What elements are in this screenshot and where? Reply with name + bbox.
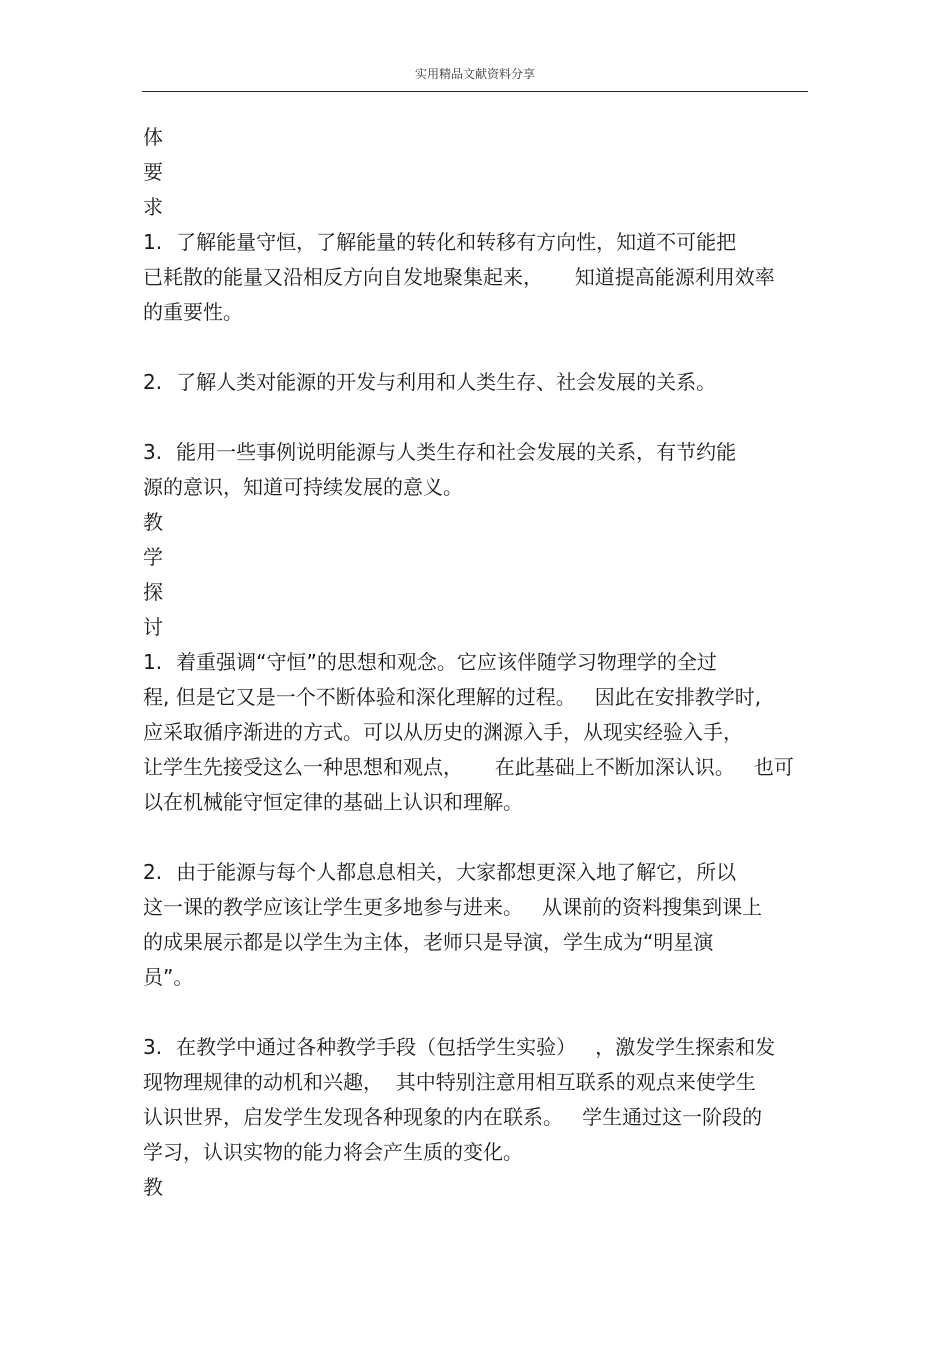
paragraph-line: 让学生先接受这么一种思想和观点， 在此基础上不断加深认识。 也可 bbox=[143, 755, 794, 779]
paragraph-line: 在教学中通过各种教学手段（包括学生实验） ，激发学生探索和发 bbox=[176, 1035, 776, 1059]
paragraph-line: 现物理规律的动机和兴趣， 其中特别注意用相互联系的观点来使学生 bbox=[143, 1070, 756, 1094]
paragraph-line: 应采取循序渐进的方式。可以从历史的渊源入手，从现实经验入手， bbox=[143, 720, 743, 744]
discussion-item-1 bbox=[143, 645, 808, 820]
requirement-item-3 bbox=[143, 435, 808, 505]
paragraph-line: 以在机械能守恒定律的基础上认识和理解。 bbox=[143, 790, 523, 814]
paragraph-line: 程, 但是它又是一个不断体验和深化理解的过程。 因此在安排教学时, bbox=[143, 685, 762, 709]
item-number: 2. bbox=[143, 370, 163, 394]
paragraph-gap bbox=[143, 820, 808, 855]
heading-char: 要 bbox=[143, 160, 163, 184]
discussion-item-2 bbox=[143, 855, 808, 995]
paragraph-line: 的重要性。 bbox=[143, 300, 243, 324]
paragraph-line: 认识世界，启发学生发现各种现象的内在联系。 学生通过这一阶段的 bbox=[143, 1105, 763, 1129]
heading-char: 学 bbox=[143, 545, 163, 569]
item-number: 1. bbox=[143, 650, 163, 674]
discussion-heading bbox=[143, 505, 808, 645]
paragraph-line: 员”。 bbox=[143, 965, 194, 989]
paragraph-line: 学习，认识实物的能力将会产生质的变化。 bbox=[143, 1140, 523, 1164]
heading-char: 求 bbox=[143, 195, 163, 219]
item-number: 2. bbox=[143, 860, 163, 884]
paragraph-line: 源的意识，知道可持续发展的意义。 bbox=[143, 475, 463, 499]
paragraph-line: 由于能源与每个人都息息相关，大家都想更深入地了解它，所以 bbox=[176, 860, 737, 884]
heading-char: 探 bbox=[143, 580, 163, 604]
header-divider bbox=[142, 91, 808, 92]
requirement-item-2 bbox=[143, 365, 808, 400]
paragraph-line: 了解人类对能源的开发与利用和人类生存、社会发展的关系。 bbox=[176, 370, 717, 394]
item-number: 1. bbox=[143, 230, 163, 254]
paragraph-gap bbox=[143, 400, 808, 435]
heading-char: 讨 bbox=[143, 615, 163, 639]
item-number: 3. bbox=[143, 1035, 163, 1059]
paragraph-line: 能用一些事例说明能源与人类生存和社会发展的关系，有节约能 bbox=[176, 440, 737, 464]
requirement-item-1 bbox=[143, 225, 808, 330]
trailing-heading bbox=[143, 1170, 808, 1205]
paragraph-gap bbox=[143, 330, 808, 365]
heading-char: 教 bbox=[143, 1175, 163, 1199]
requirements-heading bbox=[143, 120, 808, 225]
heading-char: 教 bbox=[143, 510, 163, 534]
paragraph-gap bbox=[143, 995, 808, 1030]
heading-char: 体 bbox=[143, 125, 163, 149]
document-body bbox=[143, 120, 808, 1205]
paragraph-line: 的成果展示都是以学生为主体，老师只是导演，学生成为“明星演 bbox=[143, 930, 714, 954]
paragraph-line: 已耗散的能量又沿相反方向自发地聚集起来， 知道提高能源利用效率 bbox=[143, 265, 775, 289]
paragraph-line: 了解能量守恒，了解能量的转化和转移有方向性，知道不可能把 bbox=[176, 230, 737, 254]
paragraph-line: 着重强调“守恒”的思想和观念。它应该伴随学习物理学的全过 bbox=[176, 650, 717, 674]
page-header: 实用精品文献资料分享 bbox=[414, 67, 535, 81]
discussion-item-3 bbox=[143, 1030, 808, 1170]
item-number: 3. bbox=[143, 440, 163, 464]
paragraph-line: 这一课的教学应该让学生更多地参与进来。 从课前的资料搜集到课上 bbox=[143, 895, 763, 919]
